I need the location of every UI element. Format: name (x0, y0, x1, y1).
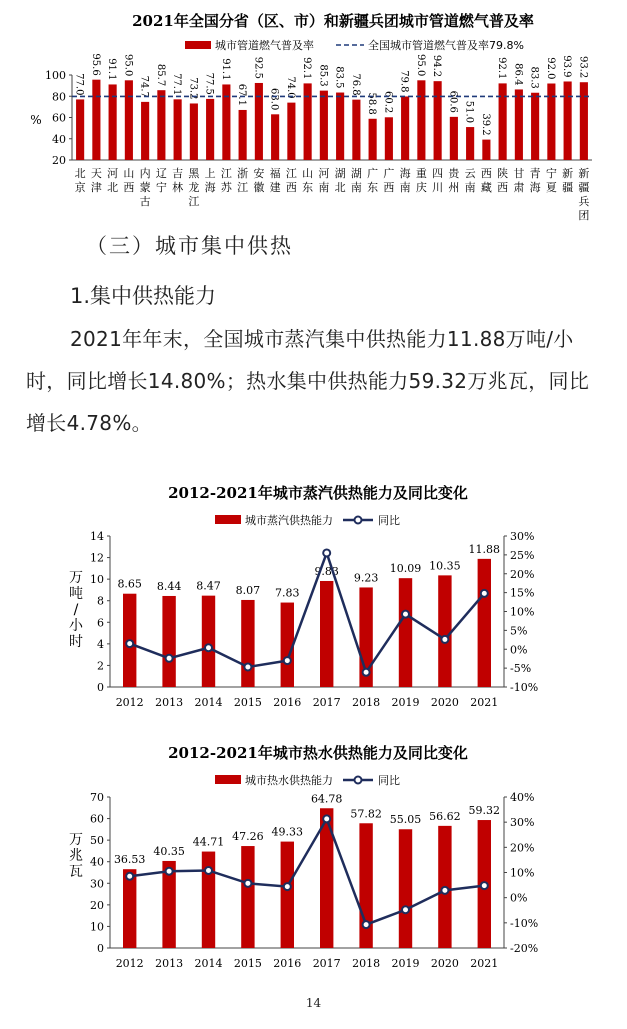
bar-value-label: 95.0 (122, 54, 134, 77)
y-tick-label: 0 (97, 942, 104, 955)
x-category-label: 2014 (194, 957, 223, 970)
growth-point (166, 868, 173, 875)
x-category-label: 江 (285, 167, 297, 180)
x-category-label: 2015 (233, 957, 262, 970)
x-category-label: 福 (269, 167, 281, 180)
bar-value-label: 92.1 (301, 57, 313, 80)
x-category-label: 南 (399, 181, 411, 194)
legend-line-label: 同比 (378, 514, 400, 527)
sub-heading: 1.集中供热能力 (70, 284, 217, 308)
x-category-label: 浙 (237, 167, 249, 180)
x-category-label: 2015 (233, 696, 262, 709)
y-tick-label: 10 (90, 920, 104, 934)
bar-value-label: 7.83 (275, 586, 300, 600)
x-category-label: 2021 (470, 957, 499, 970)
chart-title: 2012-2021年城市热水供热能力及同比变化 (168, 744, 468, 762)
growth-point (205, 644, 212, 651)
growth-point (363, 921, 370, 928)
bar-value-label: 73.2 (187, 77, 199, 100)
legend-bar-swatch (185, 41, 211, 49)
y-tick-label: 12 (90, 551, 104, 565)
bar (92, 80, 100, 160)
growth-point (244, 880, 251, 887)
bar (359, 823, 372, 948)
bar-value-label: 44.71 (192, 835, 225, 849)
x-category-label: 东 (367, 181, 379, 194)
y2-tick-label: 10% (510, 605, 535, 619)
growth-point (481, 590, 488, 597)
bar (320, 581, 333, 687)
bar (255, 83, 263, 160)
bar (162, 596, 175, 687)
bar-value-label: 47.26 (232, 830, 264, 844)
y-tick-label: 40 (90, 855, 104, 869)
y-tick-label: 30 (90, 877, 104, 891)
bar-value-label: 63.0 (268, 88, 280, 111)
y-tick-label: 100 (45, 69, 66, 82)
x-category-label: 西 (383, 181, 395, 194)
bar-value-label: 64.78 (310, 792, 343, 806)
bar (281, 842, 294, 948)
bar-value-label: 91.1 (219, 58, 231, 81)
x-category-label: 蒙 (139, 181, 151, 194)
y2-tick-label: 20% (510, 841, 535, 855)
x-category-label: 海 (399, 167, 411, 180)
body-paragraph: 2021年年末，全国城市蒸汽集中供热能力11.88万吨/小时，同比增长14.80%；热水集中供热能力59.32万兆瓦，同比增长4.78%。 (26, 327, 590, 435)
x-category-label: 河 (107, 167, 119, 180)
x-category-label: 2013 (155, 696, 184, 709)
y-axis-unit: 万兆瓦 (69, 832, 83, 880)
bar (478, 559, 491, 687)
y-tick-label: 0 (97, 681, 104, 694)
x-category-label: 庆 (415, 181, 427, 194)
y-tick-label: 40 (52, 132, 66, 146)
y-tick-label: 20 (52, 154, 66, 167)
x-category-label: 湖 (350, 167, 362, 180)
growth-point (126, 640, 133, 647)
growth-point (166, 655, 173, 662)
growth-point (441, 636, 448, 643)
bar-value-label: 79.8 (398, 70, 410, 93)
x-category-label: 南 (318, 181, 330, 194)
bar (76, 99, 84, 160)
growth-point (323, 815, 330, 822)
bar (352, 100, 360, 160)
x-category-label: 古 (139, 195, 151, 208)
bar-value-label: 40.35 (153, 844, 185, 858)
x-category-label: 甘 (513, 167, 525, 180)
growth-point (481, 882, 488, 889)
bar-value-label: 93.2 (577, 55, 589, 79)
bar (399, 829, 412, 948)
x-category-label: 2012 (115, 957, 144, 970)
x-category-label: 2016 (273, 957, 302, 970)
bar (287, 103, 295, 160)
bar-value-label: 8.65 (117, 577, 142, 591)
x-category-label: 2021 (470, 696, 499, 709)
y2-tick-label: 20% (510, 567, 535, 581)
x-category-label: 藏 (480, 181, 492, 194)
section-heading: （三）城市集中供热 (86, 234, 293, 258)
x-category-label: 2020 (430, 957, 459, 970)
growth-point (402, 906, 409, 913)
y-tick-label: 60 (52, 111, 66, 125)
x-category-label: 2014 (194, 696, 223, 709)
y2-tick-label: -5% (510, 662, 532, 676)
bar-value-label: 59.32 (468, 804, 501, 818)
legend-bar-swatch (215, 515, 241, 524)
x-category-label: 津 (90, 181, 102, 194)
bar (320, 91, 328, 160)
bar (190, 103, 198, 160)
x-category-label: 河 (318, 167, 330, 180)
steam-heating-chart (0, 470, 627, 720)
growth-point (284, 883, 291, 890)
growth-point (244, 663, 251, 670)
x-category-label: 2012 (115, 696, 144, 709)
x-category-label: 辽 (155, 167, 167, 180)
bar (202, 596, 215, 687)
bar-value-label: 49.33 (271, 825, 304, 839)
chart-title: 2012-2021年城市蒸汽供热能力及同比变化 (168, 484, 468, 502)
bar-value-label: 60.6 (447, 90, 459, 113)
bar-value-label: 95.6 (89, 53, 101, 76)
growth-point (205, 867, 212, 874)
x-category-label: 西 (285, 181, 297, 194)
y-tick-label: 8 (97, 594, 104, 608)
bar (564, 81, 572, 160)
bar-value-label: 77.0 (73, 73, 85, 96)
bar-value-label: 10.09 (389, 562, 422, 576)
y-axis-unit: % (30, 113, 42, 127)
x-category-label: 上 (204, 167, 216, 180)
bar (271, 114, 279, 160)
x-category-label: 南 (350, 181, 362, 194)
bar-value-label: 91.1 (106, 58, 118, 81)
x-category-label: 内 (139, 167, 151, 180)
x-category-label: 陕 (497, 167, 509, 180)
x-category-label: 龙 (188, 181, 200, 194)
y-tick-label: 50 (90, 834, 104, 848)
y2-tick-label: 30% (510, 816, 535, 830)
growth-point (323, 549, 330, 556)
bar (531, 93, 539, 160)
bar (141, 102, 149, 160)
x-category-label: 江 (188, 195, 200, 208)
x-category-label: 四 (432, 167, 444, 180)
bar-value-label: 8.07 (235, 583, 261, 597)
x-category-label: 广 (367, 167, 379, 180)
x-category-label: 团 (578, 209, 590, 222)
bar-value-label: 76.8 (349, 73, 361, 96)
bar (206, 99, 214, 160)
bar (123, 869, 136, 948)
bar (466, 127, 474, 160)
y2-tick-label: 25% (510, 548, 535, 562)
x-category-label: 夏 (545, 181, 557, 194)
bar-value-label: 60.2 (382, 91, 394, 114)
y2-tick-label: -10% (510, 916, 539, 930)
x-category-label: 2016 (273, 696, 302, 709)
legend-bar-label: 城市蒸汽供热能力 (245, 514, 333, 527)
x-category-label: 海 (529, 181, 541, 194)
growth-point (441, 887, 448, 894)
x-category-label: 建 (269, 181, 281, 194)
bar (304, 83, 312, 160)
x-category-label: 苏 (220, 181, 232, 194)
x-category-label: 南 (464, 181, 476, 194)
bar (157, 90, 165, 160)
x-category-label: 2019 (391, 696, 420, 709)
bar-value-label: 8.47 (196, 579, 221, 593)
bar-value-label: 56.62 (429, 809, 461, 823)
x-category-label: 东 (302, 181, 314, 194)
y2-tick-label: -10% (510, 681, 539, 694)
bar-value-label: 77.5 (203, 72, 215, 95)
x-category-label: 山 (302, 167, 314, 180)
y2-tick-label: 15% (510, 586, 535, 600)
x-category-label: 江 (237, 181, 249, 194)
x-category-label: 疆 (578, 181, 590, 194)
y2-tick-label: 10% (510, 866, 535, 880)
x-category-label: 西 (480, 167, 492, 180)
y2-tick-label: 0% (510, 891, 528, 905)
y-tick-label: 80 (52, 90, 66, 104)
bar-value-label: 9.23 (353, 571, 379, 585)
x-category-label: 北 (334, 181, 346, 194)
x-category-label: 新 (578, 167, 590, 180)
y2-tick-label: 5% (510, 624, 528, 638)
y-tick-label: 10 (90, 573, 104, 587)
x-category-label: 2018 (352, 957, 381, 970)
bar (450, 117, 458, 160)
bar-value-label: 8.44 (156, 579, 182, 593)
growth-point (363, 669, 370, 676)
bar-value-label: 51.0 (463, 100, 475, 124)
growth-point (402, 611, 409, 618)
bar-value-label: 74.7 (138, 75, 150, 98)
bar-value-label: 83.5 (333, 66, 345, 89)
gas-penetration-chart (0, 0, 627, 228)
growth-line (130, 819, 485, 925)
bar (515, 89, 523, 160)
bar-value-label: 67.1 (236, 83, 248, 106)
growth-point (284, 657, 291, 664)
bar-value-label: 58.8 (366, 92, 378, 115)
bar (241, 846, 254, 948)
bar-value-label: 10.35 (429, 559, 461, 573)
x-category-label: 黑 (188, 167, 200, 180)
x-category-label: 京 (74, 181, 86, 194)
y-tick-label: 2 (97, 659, 104, 673)
bar (336, 93, 344, 160)
x-category-label: 兵 (578, 195, 590, 208)
x-category-label: 青 (529, 167, 541, 180)
bar-value-label: 83.3 (528, 66, 540, 89)
bar-value-label: 11.88 (468, 542, 501, 556)
bar-value-label: 77.1 (171, 73, 183, 96)
x-category-label: 北 (107, 181, 119, 194)
bar-value-label: 85.3 (317, 64, 329, 87)
x-category-label: 2020 (430, 696, 459, 709)
bar (399, 578, 412, 687)
x-category-label: 山 (123, 167, 135, 180)
bar-value-label: 39.2 (479, 113, 491, 136)
x-category-label: 肃 (513, 181, 525, 194)
bar (482, 140, 490, 160)
legend-ref-label: 全国城市管道燃气普及率79.8% (368, 39, 524, 52)
x-category-label: 重 (415, 167, 427, 180)
growth-point (126, 873, 133, 880)
x-category-label: 2013 (155, 957, 184, 970)
bar (417, 80, 425, 160)
bar (580, 82, 588, 160)
legend-line-marker (355, 777, 362, 784)
bar-value-label: 9.83 (314, 564, 339, 578)
x-category-label: 北 (74, 167, 86, 180)
y2-tick-label: 40% (510, 791, 535, 804)
x-category-label: 广 (383, 167, 395, 180)
bar (434, 81, 442, 160)
bar-value-label: 74.0 (284, 76, 296, 99)
x-category-label: 川 (432, 181, 444, 194)
bar-value-label: 92.0 (544, 57, 556, 80)
y-tick-label: 70 (90, 791, 104, 804)
bar-value-label: 92.5 (252, 56, 264, 79)
bar-value-label: 93.9 (561, 55, 573, 78)
y2-tick-label: 0% (510, 643, 528, 657)
bar-value-label: 36.53 (113, 853, 146, 867)
bar (438, 575, 451, 687)
x-category-label: 吉 (172, 167, 184, 180)
bar (174, 99, 182, 160)
page-number: 14 (305, 996, 322, 1010)
x-category-label: 江 (220, 167, 232, 180)
legend-bar-swatch (215, 775, 241, 784)
bar-value-label: 55.05 (389, 813, 422, 827)
x-category-label: 新 (562, 167, 574, 180)
legend-bar-label: 城市热水供热能力 (245, 774, 333, 787)
bar-value-label: 92.1 (496, 57, 508, 80)
x-category-label: 宁 (545, 167, 557, 180)
x-category-label: 湖 (334, 167, 346, 180)
y-tick-label: 60 (90, 812, 104, 826)
x-category-label: 海 (204, 181, 216, 194)
x-category-label: 安 (253, 167, 265, 180)
bar-value-label: 57.82 (350, 807, 382, 821)
x-category-label: 2017 (312, 957, 341, 970)
bar-value-label: 94.2 (431, 54, 443, 78)
x-category-label: 西 (123, 181, 135, 194)
y2-tick-label: -20% (510, 942, 539, 955)
bar (401, 96, 409, 160)
bar-value-label: 85.7 (154, 63, 166, 87)
bar (369, 119, 377, 160)
x-category-label: 2018 (352, 696, 381, 709)
x-category-label: 云 (464, 167, 476, 180)
bar (547, 84, 555, 161)
bar (125, 80, 133, 160)
legend-line-marker (355, 517, 362, 524)
bar (241, 600, 254, 687)
x-category-label: 疆 (562, 181, 574, 194)
y-axis-unit: 万吨/小时 (69, 570, 83, 650)
bar (239, 110, 247, 160)
x-category-label: 2019 (391, 957, 420, 970)
x-category-label: 天 (90, 167, 102, 180)
x-category-label: 2017 (312, 696, 341, 709)
legend-line-label: 同比 (378, 774, 400, 787)
y-tick-label: 14 (90, 530, 104, 543)
x-category-label: 林 (172, 181, 184, 194)
hot-water-heating-chart (0, 730, 627, 980)
x-category-label: 贵 (448, 167, 460, 180)
legend-bar-label: 城市管道燃气普及率 (215, 39, 314, 52)
bar-value-label: 95.0 (414, 54, 426, 77)
x-category-label: 州 (448, 181, 460, 194)
y-tick-label: 4 (97, 637, 104, 651)
x-category-label: 西 (497, 181, 509, 194)
y2-tick-label: 30% (510, 530, 535, 543)
x-category-label: 徽 (253, 181, 265, 194)
y-tick-label: 20 (90, 898, 104, 912)
bar-value-label: 86.4 (512, 63, 524, 86)
bar (499, 83, 507, 160)
x-category-label: 宁 (155, 181, 167, 194)
bar (385, 117, 393, 160)
chart-title: 2021年全国分省（区、市）和新疆兵团城市管道燃气普及率 (132, 12, 534, 30)
y-tick-label: 6 (97, 616, 104, 630)
